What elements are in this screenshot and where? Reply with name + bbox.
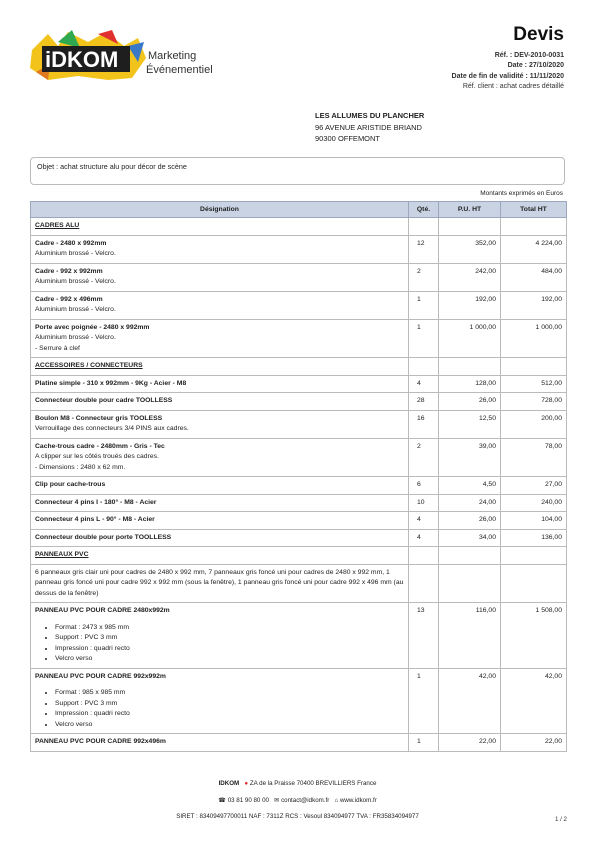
table-row bbox=[31, 319, 567, 358]
designation-cell bbox=[31, 668, 409, 734]
designation-cell bbox=[31, 603, 409, 669]
section-row bbox=[31, 218, 567, 236]
item-description: Aluminium brossé - Velcro. bbox=[35, 250, 116, 257]
designation-cell bbox=[31, 375, 409, 393]
empty-cell bbox=[439, 218, 501, 236]
unit-price-cell: 24,00 bbox=[439, 494, 501, 512]
item-description: Aluminium brossé - Velcro. bbox=[35, 278, 116, 285]
designation-cell bbox=[31, 235, 409, 263]
table-row bbox=[31, 494, 567, 512]
footer-email[interactable]: contact@idkom.fr bbox=[281, 797, 330, 804]
total-cell: 78,00 bbox=[501, 438, 567, 477]
empty-cell bbox=[501, 358, 567, 376]
item-title: Connecteur double pour porte TOOLLESS bbox=[35, 533, 172, 541]
table-row bbox=[31, 477, 567, 495]
logo-tagline-1: Marketing bbox=[148, 50, 197, 62]
spec-list bbox=[35, 688, 404, 730]
section-row bbox=[31, 547, 567, 565]
total-cell: 22,00 bbox=[501, 734, 567, 752]
section-label bbox=[31, 218, 409, 236]
item-description: Aluminium brossé - Velcro. bbox=[35, 334, 116, 341]
item-title: Boulon M8 - Connecteur gris TOOLESS bbox=[35, 414, 163, 422]
unit-price-cell: 42,00 bbox=[439, 668, 501, 734]
footer-web[interactable]: www.idkom.fr bbox=[339, 797, 377, 804]
empty-cell bbox=[409, 547, 439, 565]
client-city: 90300 OFFEMONT bbox=[315, 134, 381, 143]
unit-price-cell: 22,00 bbox=[439, 734, 501, 752]
empty-cell bbox=[439, 564, 501, 603]
company-logo bbox=[28, 28, 218, 84]
spec-item: • Impression : quadri recto bbox=[55, 644, 404, 655]
total-cell: 728,00 bbox=[501, 393, 567, 411]
location-pin-icon: ● bbox=[244, 780, 249, 787]
qty-cell: 2 bbox=[409, 263, 439, 291]
spec-item: • Support : PVC 3 mm bbox=[55, 699, 404, 710]
section-label bbox=[31, 547, 409, 565]
table-row bbox=[31, 529, 567, 547]
unit-price-cell: 242,00 bbox=[439, 263, 501, 291]
unit-price-cell: 116,00 bbox=[439, 603, 501, 669]
text-row bbox=[31, 564, 567, 603]
qty-cell: 1 bbox=[409, 319, 439, 358]
unit-price-cell: 26,00 bbox=[439, 393, 501, 411]
item-description: - Serrure à clef bbox=[35, 344, 80, 352]
table-row bbox=[31, 263, 567, 291]
unit-price-cell: 34,00 bbox=[439, 529, 501, 547]
total-cell: 27,00 bbox=[501, 477, 567, 495]
client-address-block bbox=[315, 110, 424, 145]
text-cell: 6 panneaux gris clair uni pour cadres de 2480 x 992 mm, 7 panneaux gris foncé uni pour cadres de 2480 x 992 mm, 1 panneau gris foncé uni pour cadre 992 x 992 mm (sous la fenêtre), 1 panneau gris foncé uni pour cadre 992 x 496 mm (au dessus de la fenêtre) bbox=[31, 564, 409, 603]
client-name: LES ALLUMES DU PLANCHER bbox=[315, 111, 425, 120]
table-row bbox=[31, 375, 567, 393]
spec-item: • Velcro verso bbox=[55, 720, 404, 731]
quote-validity: Date de fin de validité : 11/11/2020 bbox=[451, 72, 564, 80]
item-title: PANNEAU PVC POUR CADRE 2480x992m bbox=[35, 607, 170, 614]
unit-price-cell: 352,00 bbox=[439, 235, 501, 263]
designation-cell bbox=[31, 291, 409, 319]
table-row bbox=[31, 393, 567, 411]
unit-price-cell: 192,00 bbox=[439, 291, 501, 319]
unit-price-cell: 12,50 bbox=[439, 410, 501, 438]
section-label bbox=[31, 358, 409, 376]
item-title: Connecteur double pour cadre TOOLLESS bbox=[35, 397, 173, 404]
item-title: PANNEAU PVC POUR CADRE 992x992m bbox=[35, 672, 166, 680]
total-cell: 1 000,00 bbox=[501, 319, 567, 358]
item-title: Platine simple - 310 x 992mm - 9Kg - Acier - M8 bbox=[35, 379, 187, 387]
section-label-text: CADRES ALU bbox=[35, 222, 80, 229]
item-title: PANNEAU PVC POUR CADRE 992x496m bbox=[35, 738, 166, 745]
item-title: Clip pour cache-trous bbox=[35, 481, 106, 488]
document-meta bbox=[452, 51, 564, 92]
table-row bbox=[31, 410, 567, 438]
table-row bbox=[31, 603, 567, 669]
qty-cell: 4 bbox=[409, 529, 439, 547]
col-header-unit-price: P.U. HT bbox=[439, 202, 501, 218]
currency-note: Montants exprimés en Euros bbox=[480, 190, 563, 197]
empty-cell bbox=[439, 358, 501, 376]
footer-legal: SIRET : 83409497700011 NAF : 7311Z RCS : Vesoul 834094977 TVA : FR35834094977 bbox=[176, 813, 419, 820]
designation-cell bbox=[31, 438, 409, 477]
table-row bbox=[31, 512, 567, 530]
designation-cell bbox=[31, 393, 409, 411]
empty-cell bbox=[501, 218, 567, 236]
empty-cell bbox=[501, 547, 567, 565]
email-icon: ✉ bbox=[274, 797, 280, 804]
table-row bbox=[31, 235, 567, 263]
item-description: A clipper sur les côtés troués des cadres. bbox=[35, 453, 159, 460]
quote-date: Date : 27/10/2020 bbox=[507, 62, 564, 70]
footer-address: ZA de la Praisse 70400 BREVILLIERS France bbox=[249, 780, 377, 787]
total-cell: 192,00 bbox=[501, 291, 567, 319]
section-label-text: PANNEAUX PVC bbox=[35, 551, 89, 558]
page-number: 1 / 2 bbox=[554, 816, 567, 823]
phone-icon: ☎ bbox=[218, 797, 226, 804]
qty-cell: 1 bbox=[409, 734, 439, 752]
designation-cell bbox=[31, 263, 409, 291]
total-cell: 200,00 bbox=[501, 410, 567, 438]
qty-cell: 16 bbox=[409, 410, 439, 438]
total-cell: 1 508,00 bbox=[501, 603, 567, 669]
spec-item: • Impression : quadri recto bbox=[55, 709, 404, 720]
quote-ref: Réf. : DEV-2010-0031 bbox=[494, 52, 564, 59]
document-title: Devis bbox=[513, 24, 564, 45]
qty-cell: 1 bbox=[409, 291, 439, 319]
total-cell: 240,00 bbox=[501, 494, 567, 512]
quote-table bbox=[30, 201, 567, 752]
item-title: Porte avec poignée - 2480 x 992mm bbox=[35, 323, 150, 331]
item-description: Verrouillage des connecteurs 3/4 PINS aux cadres. bbox=[35, 425, 189, 432]
qty-cell: 1 bbox=[409, 668, 439, 734]
footer-company: IDKOM bbox=[218, 780, 240, 787]
item-title: Cadre - 992 x 496mm bbox=[35, 295, 103, 303]
table-row bbox=[31, 438, 567, 477]
empty-cell bbox=[409, 218, 439, 236]
designation-cell bbox=[31, 410, 409, 438]
empty-cell bbox=[409, 564, 439, 603]
qty-cell: 2 bbox=[409, 438, 439, 477]
unit-price-cell: 4,50 bbox=[439, 477, 501, 495]
item-title: Cadre - 2480 x 992mm bbox=[35, 239, 107, 247]
total-cell: 484,00 bbox=[501, 263, 567, 291]
item-description: - Dimensions : 2480 x 62 mm. bbox=[35, 463, 126, 471]
item-description: Aluminium brossé - Velcro. bbox=[35, 306, 116, 313]
total-cell: 104,00 bbox=[501, 512, 567, 530]
total-cell: 136,00 bbox=[501, 529, 567, 547]
section-row bbox=[31, 358, 567, 376]
unit-price-cell: 39,00 bbox=[439, 438, 501, 477]
item-title: Cadre - 992 x 992mm bbox=[35, 267, 103, 275]
table-header-row bbox=[31, 202, 567, 218]
client-address: 96 AVENUE ARISTIDE BRIAND bbox=[315, 122, 422, 132]
footer-line-2 bbox=[0, 797, 595, 804]
qty-cell: 12 bbox=[409, 235, 439, 263]
total-cell: 42,00 bbox=[501, 668, 567, 734]
designation-cell bbox=[31, 477, 409, 495]
qty-cell: 4 bbox=[409, 512, 439, 530]
client-ref: Réf. client : achat cadres détaillé bbox=[462, 82, 564, 90]
table-row bbox=[31, 734, 567, 752]
spec-item: • Format : 985 x 985 mm bbox=[55, 688, 404, 699]
table-row bbox=[31, 668, 567, 734]
unit-price-cell: 26,00 bbox=[439, 512, 501, 530]
designation-cell bbox=[31, 734, 409, 752]
col-header-qty: Qté. bbox=[409, 202, 439, 218]
item-title: Connecteur 4 pins L - 90° - M8 - Acier bbox=[35, 516, 155, 523]
qty-cell: 10 bbox=[409, 494, 439, 512]
col-header-total: Total HT bbox=[501, 202, 567, 218]
designation-cell bbox=[31, 529, 409, 547]
empty-cell bbox=[501, 564, 567, 603]
empty-cell bbox=[409, 358, 439, 376]
table-row bbox=[31, 291, 567, 319]
unit-price-cell: 1 000,00 bbox=[439, 319, 501, 358]
unit-price-cell: 128,00 bbox=[439, 375, 501, 393]
qty-cell: 28 bbox=[409, 393, 439, 411]
quote-subject: Objet : achat structure alu pour décor de scène bbox=[30, 157, 565, 185]
col-header-designation: Désignation bbox=[31, 202, 409, 218]
designation-cell bbox=[31, 512, 409, 530]
table-body bbox=[31, 218, 567, 752]
designation-cell bbox=[31, 494, 409, 512]
designation-cell bbox=[31, 319, 409, 358]
qty-cell: 4 bbox=[409, 375, 439, 393]
web-icon: ⌂ bbox=[334, 797, 339, 804]
spec-item: • Format : 2473 x 985 mm bbox=[55, 623, 404, 634]
footer-line-1 bbox=[0, 780, 595, 787]
item-title: Connecteur 4 pins I - 180° - M8 - Acier bbox=[35, 498, 157, 506]
section-label-text: ACCESSOIRES / CONNECTEURS bbox=[35, 362, 143, 369]
qty-cell: 6 bbox=[409, 477, 439, 495]
qty-cell: 13 bbox=[409, 603, 439, 669]
item-title: Cache-trous cadre - 2480mm - Gris - Tec bbox=[35, 442, 165, 450]
spec-item: • Support : PVC 3 mm bbox=[55, 633, 404, 644]
total-cell: 4 224,00 bbox=[501, 235, 567, 263]
spec-item: • Velcro verso bbox=[55, 654, 404, 665]
total-cell: 512,00 bbox=[501, 375, 567, 393]
footer-phone: 03 81 90 80 00 bbox=[227, 797, 269, 804]
empty-cell bbox=[439, 547, 501, 565]
logo-tagline-2: Événementiel bbox=[146, 64, 213, 76]
spec-list bbox=[35, 623, 404, 665]
logo-brand: iDKOM bbox=[45, 47, 119, 72]
